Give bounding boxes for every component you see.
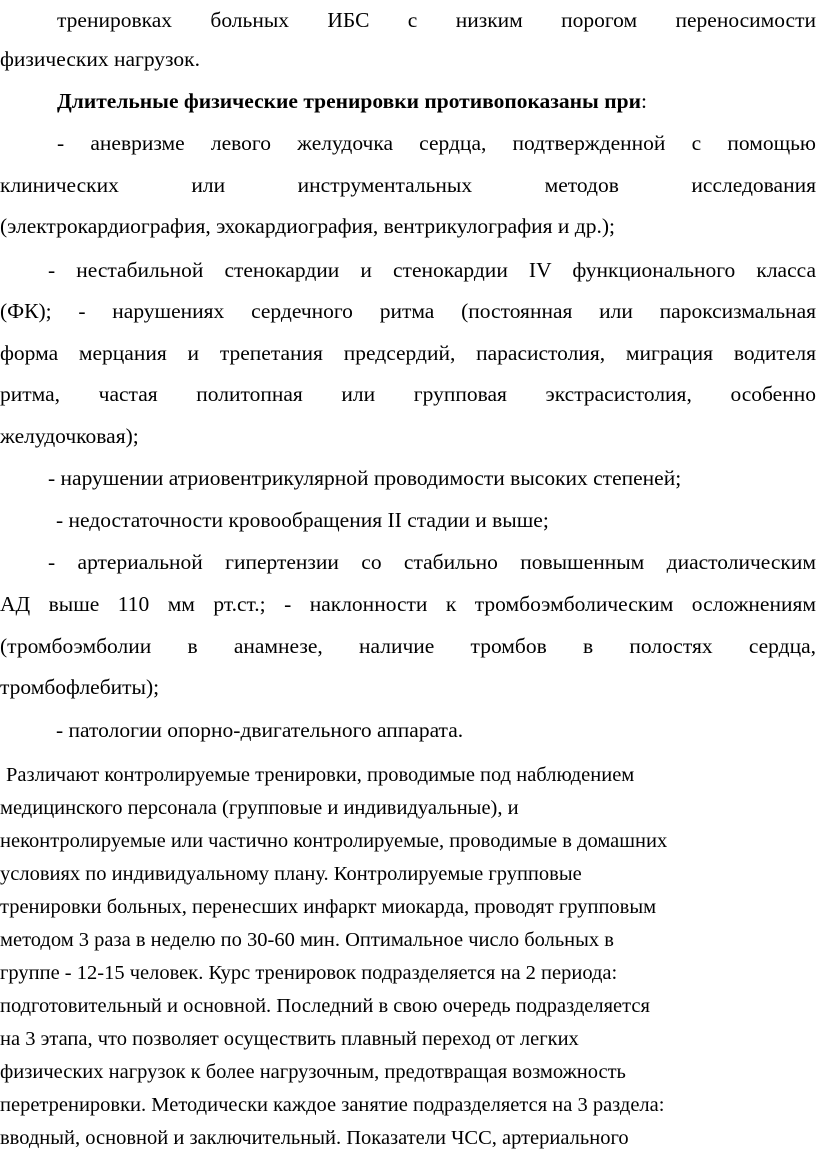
- list-item-line: - патологии опорно-двигательного аппарата.: [56, 718, 464, 742]
- contraindications-heading: [0, 87, 816, 115]
- paragraph-line: тренировки больных, перенесших инфаркт миокарда, проводят групповым: [0, 896, 657, 918]
- paragraph-line: Различают контролируемые тренировки, проводимые под наблюдением: [6, 764, 635, 786]
- paragraph-line: физических нагрузок к более нагрузочным, предотвращая возможность: [0, 1061, 626, 1083]
- text-line: клинических или инструментальных методов исследования: [0, 173, 816, 197]
- paragraph-line: группе - 12-15 человек. Курс тренировок подразделяется на 2 периода:: [0, 962, 618, 984]
- paragraph-line: вводный, основной и заключительный. Показатели ЧСС, артериального: [0, 1127, 629, 1149]
- heading-text: Длительные физические тренировки противопоказаны при: [57, 89, 641, 113]
- paragraph-line: методом 3 раза в неделю по 30-60 мин. Оптимальное число больных в: [0, 929, 614, 951]
- text-line: тромбофлебиты);: [0, 675, 160, 699]
- list-item-line: - аневризме левого желудочка сердца, подтвержденной с помощью: [57, 131, 816, 155]
- paragraph-line: перетренировки. Методически каждое занятие подразделяется на 3 раздела:: [0, 1094, 665, 1116]
- text-line: желудочковая);: [0, 424, 139, 448]
- list-item-line: - артериальной гипертензии со стабильно повышенным диастолическим: [48, 550, 816, 574]
- list-item-line: - нестабильной стенокардии и стенокардии IV функционального класса: [48, 258, 816, 282]
- text-line: (электрокардиография, эхокардиография, вентрикулография и др.);: [0, 214, 615, 238]
- text-line: форма мерцания и трепетания предсердий, парасистолия, миграция водителя: [0, 341, 816, 365]
- list-item-line: - недостаточности кровообращения II стадии и выше;: [56, 508, 549, 532]
- text-line: тренировках больных ИБС с низким порогом переносимости: [57, 8, 816, 32]
- paragraph-line: на 3 этапа, что позволяет осуществить плавный переход от легких: [0, 1028, 579, 1050]
- list-item-line: - нарушении атриовентрикулярной проводимости высоких степеней;: [48, 466, 682, 490]
- text-line: АД выше 110 мм рт.ст.; - наклонности к тромбоэмболическим осложнениям: [0, 592, 816, 616]
- heading-colon: :: [640, 89, 647, 113]
- paragraph-line: неконтролируемые или частично контролируемые, проводимые в домашних: [0, 830, 668, 852]
- text-line: ритма, частая политопная или групповая экстрасистолия, особенно: [0, 382, 816, 406]
- text-line: физических нагрузок.: [0, 47, 200, 71]
- text-line: (тромбоэмболии в анамнезе, наличие тромбов в полостях сердца,: [0, 634, 816, 658]
- paragraph-line: условиях по индивидуальному плану. Контролируемые групповые: [0, 863, 582, 885]
- paragraph-line: подготовительный и основной. Последний в свою очередь подразделяется: [0, 995, 650, 1017]
- text-line: (ФК); - нарушениях сердечного ритма (постоянная или пароксизмальная: [0, 299, 816, 323]
- paragraph-line: медицинского персонала (групповые и индивидуальные), и: [0, 797, 519, 819]
